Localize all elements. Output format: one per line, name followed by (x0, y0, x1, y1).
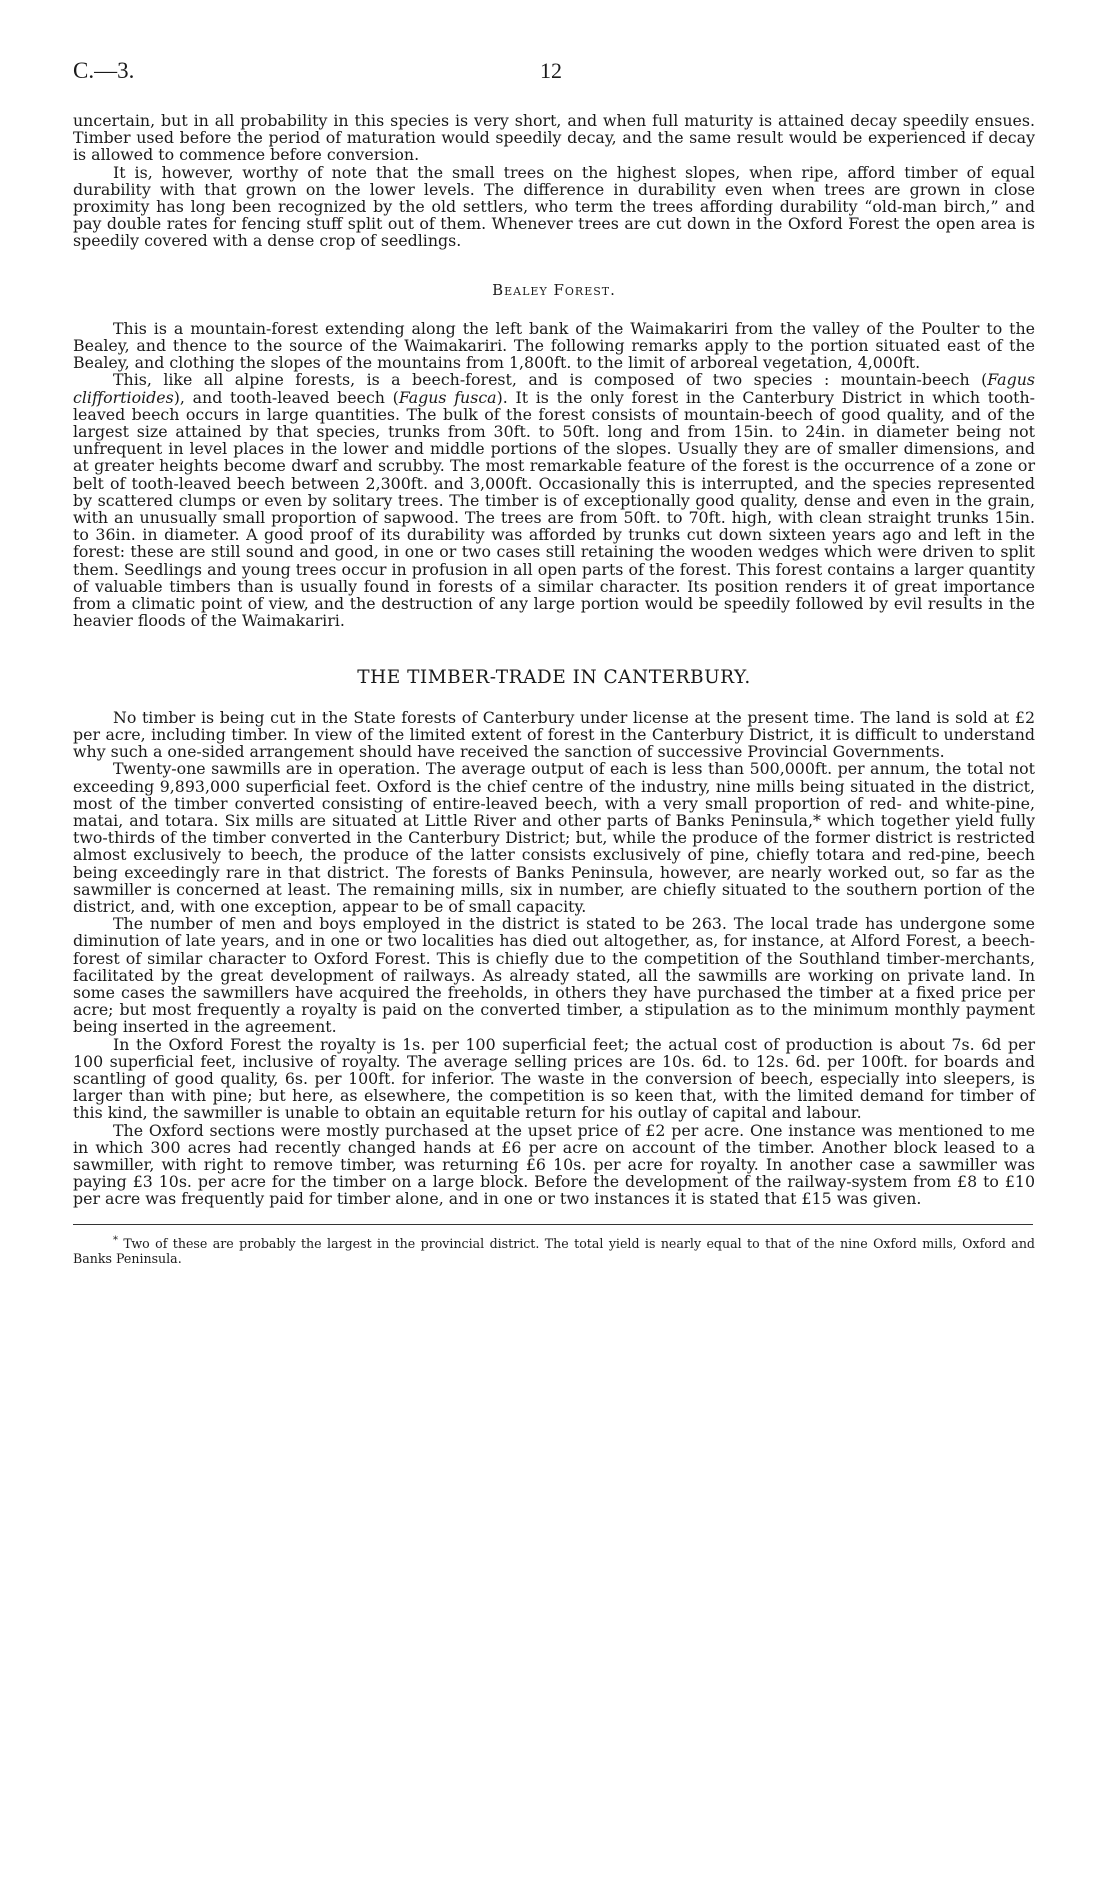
body-text (73, 112, 1035, 1266)
paragraph-bealey-intro: This is a mountain-forest extending along the left bank of the Waimakariri from the valley of the Poulter to the Bealey, and thence to the source of the Waimakariri. The following remarks apply to the portion situated east of the Bealey, and clothing the slopes of the mountains from 1,800ft. to the limit of arboreal vegetation, 4,000ft. (73, 318, 1035, 373)
section-heading-bealey-forest: Bealey Forest. (492, 280, 616, 299)
paragraph-land-prices: The Oxford sections were mostly purchased at the upset price of £2 per acre. One instance was mentioned to me in which 300 acres had recently changed hands at £6 per acre on account of the timber. Another block leased to a sawmiller, with right to remove timber, was returning £6 10s. per acre for royalty. In another case a sawmiller was paying £3 10s. per acre for the timber on a large block. Before the development of the railway-system from £8 to £10 per acre was frequently paid for timber alone, and in one or two instances it is stated that £15 was given. (73, 1120, 1035, 1209)
section-heading-timber-trade: THE TIMBER-TRADE IN CANTERBURY. (357, 667, 751, 689)
page-number: 12 (540, 58, 562, 83)
paragraph-durability: It is, however, worthy of note that the small trees on the highest slopes, when ripe, afford timber of equal durability with that grown on the lower levels. The difference in durability even when trees are grown in close proximity has long been recognized by the old settlers, who term the trees affording durability “old-man birch,” and pay double rates for fencing stuff split out of them. Whenever trees are cut down in the Oxford Forest the open area is speedily covered with a dense crop of seedlings. (73, 162, 1035, 251)
footnote-mark: * (113, 1234, 118, 1246)
footnote (73, 1233, 1035, 1266)
paragraph-royalty: In the Oxford Forest the royalty is 1s. per 100 superficial feet; the actual cost of production is about 7s. 6d per 100 superficial feet, inclusive of royalty. The average selling prices are 10s. 6d. to 12s. 6d. per 100ft. for boards and scantling of good quality, 6s. per 100ft. for inferior. The waste in the conversion of beech, especially into sleepers, is larger than with pine; but here, as elsewhere, the competition is so keen that, with the limited demand for timber of this kind, the sawmiller is unable to obtain an equitable return for his outlay of capital and labour. (73, 1034, 1035, 1123)
paragraph-employment: The number of men and boys employed in the district is stated to be 263. The local trade has undergone some diminution of late years, and in one or two localities has died out altogether, as, for instance, at Alford Forest, a beech-forest of similar character to Oxford Forest. This is chiefly due to the competition of the Southland timber-merchants, facilitated by the great development of railways. As already stated, all the sawmills are working on private land. In some cases the sawmillers have acquired the freeholds, in others they have purchased the timber at a fixed price per acre; but most frequently a royalty is paid on the converted timber, a stipulation as to the minimum monthly payment being inserted in the agreement. (73, 914, 1035, 1037)
paragraph-continued: uncertain, but in all probability in this species is very short, and when full maturity is attained decay speedily ensues. Timber used before the period of maturation would speedily decay, and the same result would be experienced if decay is allowed to commence before conversion. (73, 111, 1035, 165)
text-run: This, like all alpine forests, is a beech-forest, and is composed of two species : mountain-beech ( (113, 370, 988, 390)
text-run: Twenty-one sawmills are in operation. The average output of each is less than 500,000ft. per annum, the total not exceeding 9,893,000 superficial feet. Oxford is the chief centre of the industry, nine mills being situated in the district, most of the timber converted consisting of entire-leaved beech, with a very small proportion of red- and white-pine, matai, and totara. Six mills are situated at Little River and other parts of Banks Peninsula, (73, 759, 1035, 830)
text-run: ). It is the only forest in the Canterbury District in which tooth-leaved beech occurs in large quantities. The bulk of the forest consists of mountain-beech of good quality, and of the largest size attained by that species, trunks from 30ft. to 50ft. long and from 15in. to 24in. in diameter being not unfrequent in level places in the lower and middle portions of the slopes. Usually they are of smaller dimensions, and at greater heights become dwarf and scrubby. The most remarkable feature of the forest is the occurrence of a zone or belt of tooth-leaved beech between 2,300ft. and 3,000ft. Occasionally this is interrupted, and the species represented by scattered clumps or even by solitary trees. The timber is of exceptionally good quality, dense and even in the grain, with an unusually small proportion of sapwood. The trees are from 50ft. to 70ft. high, with clean straight trunks 15in. to 36in. in diameter. A good proof of its durability was afforded by trunks cut down sixteen years ago and left in the forest: these are still sound and good, in one or two cases still retaining the wooden wedges which were driven to split them. Seedlings and young trees occur in profusion in all open parts of the forest. This forest contains a larger quantity of valuable timbers than is usually found in forests of a similar character. Its position renders it of great importance from a climatic point of view, and the destruction of any large portion would be speedily followed by evil results in the heavier floods of the Waimakariri. (73, 387, 1035, 631)
species-name-mountain-beech: Fagus cliffortioides (73, 370, 1035, 407)
footnote-divider (73, 1224, 1033, 1225)
paragraph-licensing: No timber is being cut in the State forests of Canterbury under license at the present time. The land is sold at £2 per acre, including timber. In view of the limited extent of forest in the Canterbury District, it is difficult to understand why such a one-sided arrangement should have received the sanction of successive Provincial Governments. (73, 707, 1035, 762)
text-run: ), and tooth-leaved beech ( (173, 387, 399, 407)
footnote-reference: * (813, 810, 821, 830)
text-run: which together yield fully two-thirds of the timber converted in the Canterbury District; but, while the produce of the former district is restricted almost exclusively to beech, the produce of the latter consists exclusively of pine, chiefly totara and red-pine, beech being exceedingly rare in that district. The forests of Banks Peninsula, however, are nearly worked out, so far as the sawmiller is concerned at least. The remaining mills, six in number, are chiefly situated to the southern portion of the district, and, with one exception, appear to be of small capacity. (73, 810, 1035, 916)
page-header (73, 58, 1023, 88)
paragraph-bealey-species (73, 371, 1035, 629)
species-name-tooth-leaved-beech: Fagus fusca (398, 387, 497, 407)
footnote-text: Two of these are probably the largest in the provincial district. The total yield is nearly equal to that of the nine Oxford mills, Oxford and Banks Peninsula. (73, 1235, 1035, 1266)
paragraph-sawmills (73, 760, 1035, 915)
document-reference: C.—3. (73, 58, 135, 83)
